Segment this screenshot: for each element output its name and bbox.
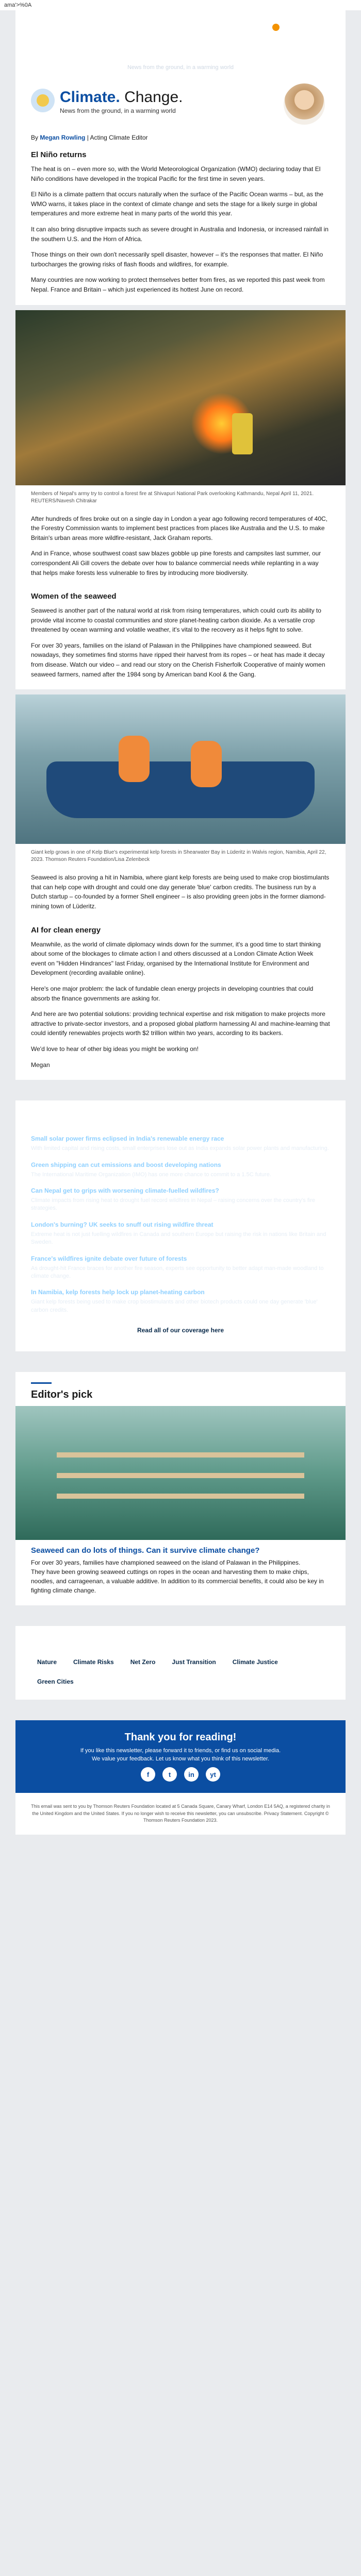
thank-you <box>15 1720 346 1793</box>
fire-photo[interactable] <box>15 310 346 485</box>
paragraph: And here are two potential solutions: providing technical expertise and risk mitigation to make projects more attractive to private-sector investors, and a proposed global platform harnessing AI and machine-learning that could identify renewables projects worth $2 trillion within two years, according to its backers. <box>31 1010 330 1037</box>
twitter-icon[interactable]: t <box>162 1767 177 1782</box>
author-avatar <box>284 83 325 125</box>
paragraph: Many countries are now working to protect themselves better from fires, as we reported this past week from Nepal. France and Britain – which just experienced its hottest June on record. <box>31 276 325 293</box>
editors-pick-title <box>31 1546 330 1555</box>
section-heading: Women of the seaweed <box>31 592 117 601</box>
discover-heading: Discover more <box>31 1636 103 1648</box>
topic-chip[interactable]: Just Transition <box>166 1654 222 1670</box>
thank-you-line: If you like this newsletter, please forward it to friends, or find us on social media. <box>80 1748 281 1754</box>
discover-more <box>15 1626 346 1700</box>
topic-chip[interactable]: Green Cities <box>31 1674 80 1689</box>
section-el-nino <box>15 146 346 305</box>
pick-item: In Namibia, kelp forests help lock up planet-heating carbon Giant kelp forests being used to make crop biostimulants and other biotech products could one day generate 'blue' carbon credits. <box>31 1289 318 1313</box>
paragraph: And in France, whose southwest coast saw blazes gobble up pine forests and campsites last summer, our correspondent Ali Gill covers the debate over how to balance commercial needs while replanting in a way that helps make forests less vulnerable to fires by introducing more biodiversity. <box>31 550 321 577</box>
paragraph: It can also bring disruptive impacts such as severe drought in Australia and Indonesia, or increased rainfall in the southern U.S. and the Horn of Africa. <box>31 225 329 243</box>
newsletter-title: Climate. Change. <box>60 89 183 106</box>
paragraph: El Niño is a climate pattern that occurs naturally when the surface of the Pacific Ocean warms – but, as the WMO warns, it takes place in the context of climate change and sets the stage for a likely surge in global temperatures and more extreme heat in many parts of the world this year. <box>31 191 323 217</box>
paragraph: The heat is on – even more so, with the World Meteorological Organization (WMO) declaring today that El Niño conditions have developed in the tropical Pacific for the first time in seven years. <box>31 165 321 182</box>
paragraph: Seaweed is another part of the natural world at risk from rising temperatures, which could curb its ability to provide vital income to coastal communities and store planet-heating carbon dioxide. As a versatile crop threatened by ocean warming and volatile weather, it's vital to the recovery as it helps fight to solve. <box>31 607 321 634</box>
pick-link[interactable]: Can Nepal get to grips with worsening climate-fuelled wildfires? <box>31 1187 219 1194</box>
kelp-photo[interactable] <box>15 694 346 844</box>
signoff: Megan <box>31 1061 50 1069</box>
top-links <box>31 26 109 32</box>
paragraph: Seaweed is also proving a hit in Namibia, where giant kelp forests are being used to make crop biostimulants that can help cope with drought and could one day generate 'blue' carbon credits. The business run by a Dutch startup – co-founded by a former Shell engineer – is also providing green jobs in the former diamond-mining town of Lüderitz. <box>31 874 330 910</box>
header <box>15 10 346 77</box>
pick-item: France's wildfires ignite debate over future of forests As drought-hit France braces for another fire season, experts see opportunity to better adapt man-made woodland to climate change. <box>31 1255 324 1279</box>
read-all-button[interactable]: Read all of our coverage here <box>129 1321 232 1339</box>
editors-pick <box>15 1372 346 1605</box>
paragraph: Those things on their own don't necessarily spell disaster, however – it's the responses that matter. El Niño turbocharges the growing risks of flash floods and wildfires, for example. <box>31 251 323 268</box>
photo-caption: Members of Nepal's army try to control a forest fire at Shivapuri National Park overlooking Kathmandu, Nepal April 11, 2021. REUTERS/Navesh Chitrakar <box>31 490 314 504</box>
logo-tagline: News from the ground, in a warming world <box>127 64 234 71</box>
pick-item: Can Nepal get to grips with worsening climate-fuelled wildfires? Climate impacts from rising heat to drought fuel record wildfires in Nepal – raising concerns over the country's fire strategies. <box>31 1187 316 1212</box>
browser-note: ama'>%0A <box>0 0 361 10</box>
paragraph: For over 30 years, families have championed seaweed on the island of Palawan in the Philippines. <box>31 1559 301 1567</box>
climate-badge-icon <box>31 89 55 112</box>
section-seaweed <box>15 588 346 689</box>
org-logo-icon <box>272 24 280 31</box>
footer: This email was sent to you by Thomson Reuters Foundation located at 5 Canada Square, Canary Wharf, London E14 5AQ, a registered charity in the United Kingdom and the United States. If you no longer wish to receive this newsletter, you can unsubscribe. Privacy Statement. Copyright © Thomson Reuters Foundation 2023. <box>15 1793 346 1835</box>
topic-chip[interactable]: Nature <box>31 1654 63 1670</box>
thank-you-line: We value your feedback. Let us know what you think of this newsletter. <box>91 1756 270 1762</box>
pick-link[interactable]: London's burning? UK seeks to snuff out rising wildfire threat <box>31 1221 214 1228</box>
section-heading: AI for clean energy <box>31 925 101 935</box>
paragraph: Meanwhile, as the world of climate diplomacy winds down for the summer, it's a good time to start thinking about some of the blockages to climate action I and others discussed at a London Climate Action Week event on "Hidden Hindrances" last Friday, organised by the International Institute for Environment and Development (recording available online). <box>31 940 321 977</box>
editors-pick-link[interactable]: Seaweed can do lots of things. Can it survive climate change? <box>31 1546 260 1555</box>
linkedin-icon[interactable]: in <box>184 1767 199 1782</box>
subscribe-link[interactable]: Subscribe now <box>67 26 104 32</box>
photo-caption: Giant kelp grows in one of Kelp Blue's experimental kelp forests in Shearwater Bay in Lüderitz in Walvis region, Namibia, April 22, 2023. Thomson Reuters Foundation/Lisa Zelenbeck <box>31 850 326 863</box>
section-heading: El Niño returns <box>31 150 87 159</box>
paragraph: We'd love to hear of other big ideas you might be working on! <box>31 1045 199 1053</box>
spacer <box>0 1700 361 1720</box>
newsletter-hero <box>15 77 346 129</box>
kelp-figure <box>15 694 346 869</box>
top-picks-heading: This week's top picks <box>31 1113 137 1125</box>
paragraph: After hundreds of fires broke out on a single day in London a year ago following record temperatures of 40C, the Forestry Commission wants to implement best practices from places like Australia and the U.S. to make Britain's urban areas more wildfire-resistant, Jack Graham reports. <box>31 515 328 541</box>
author-link[interactable]: Megan Rowling <box>40 134 86 141</box>
pick-item: Green shipping can cut emissions and boost developing nations The International Maritime Organization (IMO) has one more chance to commit to a 1.5C future. <box>31 1161 271 1178</box>
social-links <box>31 1767 330 1782</box>
spacer <box>0 1080 361 1100</box>
pick-link[interactable]: Small solar power firms eclipsed in India's renewable energy race <box>31 1135 224 1143</box>
fire-figure <box>15 310 346 510</box>
byline: By Megan Rowling | Acting Climate Editor <box>15 129 346 146</box>
thank-you-heading: Thank you for reading! <box>124 1732 237 1743</box>
logo-title: Context <box>142 38 219 63</box>
section-kelp <box>15 869 346 921</box>
pick-item: Small solar power firms eclipsed in India's renewable energy race With limited capital and rising costs, small enterprises lose out as India expands solar power plants and manufacturing. <box>31 1135 329 1152</box>
paragraph: For over 30 years, families on the island of Palawan in the Philippines have championed seaweed. But nowadays, they sometimes find storms have ripped their harvest from its ropes – or heat has made it decay from disease. Watch our video – and read our story on the Cherish Fisherfolk Cooperative of mainly women seaweed farmers, named after the 1984 song by American band Kool & the Gang. <box>31 641 325 678</box>
seaweed-farm-photo[interactable] <box>15 1406 346 1540</box>
pick-link[interactable]: Green shipping can cut emissions and boost developing nations <box>31 1161 221 1168</box>
topic-chips <box>31 1654 330 1689</box>
newsletter-tagline: News from the ground, in a warming world <box>60 107 176 114</box>
view-online-link[interactable]: View online <box>31 26 60 32</box>
paragraph: Here's one major problem: the lack of fundable clean energy projects in developing countries that could absorb the finance governments are asking for. <box>31 985 314 1002</box>
pick-link[interactable]: France's wildfires ignite debate over future of forests <box>31 1255 187 1262</box>
spacer <box>0 1605 361 1626</box>
editors-pick-heading: Editor's pick <box>31 1389 93 1401</box>
spacer <box>0 1351 361 1372</box>
org-logo: THOMSON REUTERS FOUNDATION <box>272 24 330 37</box>
topic-chip[interactable]: Net Zero <box>124 1654 162 1670</box>
section-ai <box>15 922 346 1080</box>
section-wildfires <box>15 510 346 588</box>
top-picks <box>15 1100 346 1351</box>
context-logo[interactable] <box>15 37 346 71</box>
pick-item: London's burning? UK seeks to snuff out rising wildfire threat Extreme heat is not just fuelling wildfires in Canada and southern Europe but raising the risk in nations like Britain and Sweden. <box>31 1221 326 1246</box>
topic-chip[interactable]: Climate Justice <box>226 1654 284 1670</box>
youtube-icon[interactable]: yt <box>206 1767 220 1782</box>
topic-chip[interactable]: Climate Risks <box>67 1654 120 1670</box>
facebook-icon[interactable]: f <box>141 1767 155 1782</box>
pick-link[interactable]: In Namibia, kelp forests help lock up planet-heating carbon <box>31 1289 205 1296</box>
paragraph: They have been growing seaweed cuttings on ropes in the ocean and harvesting them to make chips, noodles, and carrageenan, a valuable additive. In addition to its commercial benefits, it could also be key in fighting climate change. <box>31 1568 324 1595</box>
accent-rule <box>31 1382 52 1384</box>
